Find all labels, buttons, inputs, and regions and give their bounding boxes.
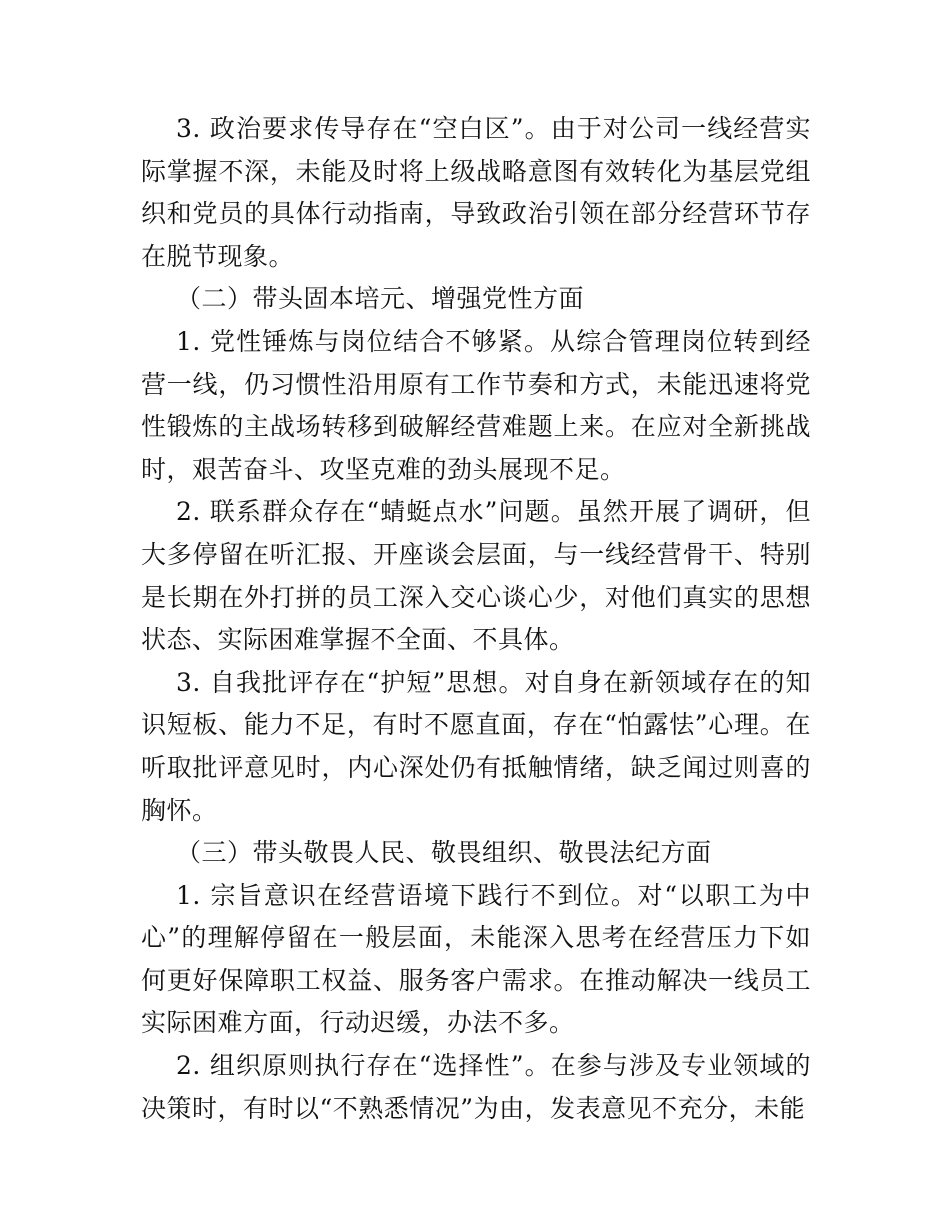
document-body (141, 108, 811, 1130)
paragraph: 2. 联系群众存在“蜻蜓点水”问题。虽然开展了调研，但大多停留在听汇报、开座谈会层面，与一线经营骨干、特别是长期在外打拼的员工深入交心谈心少，对他们真实的思想状态、实际困难掌握不全面、不具体。 (141, 497, 811, 655)
paragraph: 3. 政治要求传导存在“空白区”。由于对公司一线经营实际掌握不深，未能及时将上级战略意图有效转化为基层党组织和党员的具体行动指南，导致政治引领在部分经营环节存在脱节现象。 (141, 114, 811, 271)
paragraph: 1. 宗旨意识在经营语境下践行不到位。对“以职工为中心”的理解停留在一般层面，未能深入思考在经营压力下如何更好保障职工权益、服务客户需求。在推动解决一线员工实际困难方面，行动迟缓，办法不多。 (141, 880, 811, 1038)
paragraph: 1. 党性锤炼与岗位结合不够紧。从综合管理岗位转到经营一线，仍习惯性沿用原有工作节奏和方式，未能迅速将党性锻炼的主战场转移到破解经营难题上来。在应对全新挑战时，艰苦奋斗、攻坚克难的劲头展现不足。 (141, 326, 811, 484)
paragraph: 3. 自我批评存在“护短”思想。对自身在新领域存在的知识短板、能力不足，有时不愿直面，存在“怕露怯”心理。在听取批评意见时，内心深处仍有抵触情绪，缺乏闻过则喜的胸怀。 (141, 667, 811, 825)
paragraph: 2. 组织原则执行存在“选择性”。在参与涉及专业领域的决策时，有时以“不熟悉情况”为由，发表意见不充分，未能 (141, 1051, 811, 1123)
section-heading: （三）带头敬畏人民、敬畏组织、敬畏法纪方面 (176, 838, 712, 868)
section-heading: （二）带头固本培元、增强党性方面 (176, 284, 585, 314)
